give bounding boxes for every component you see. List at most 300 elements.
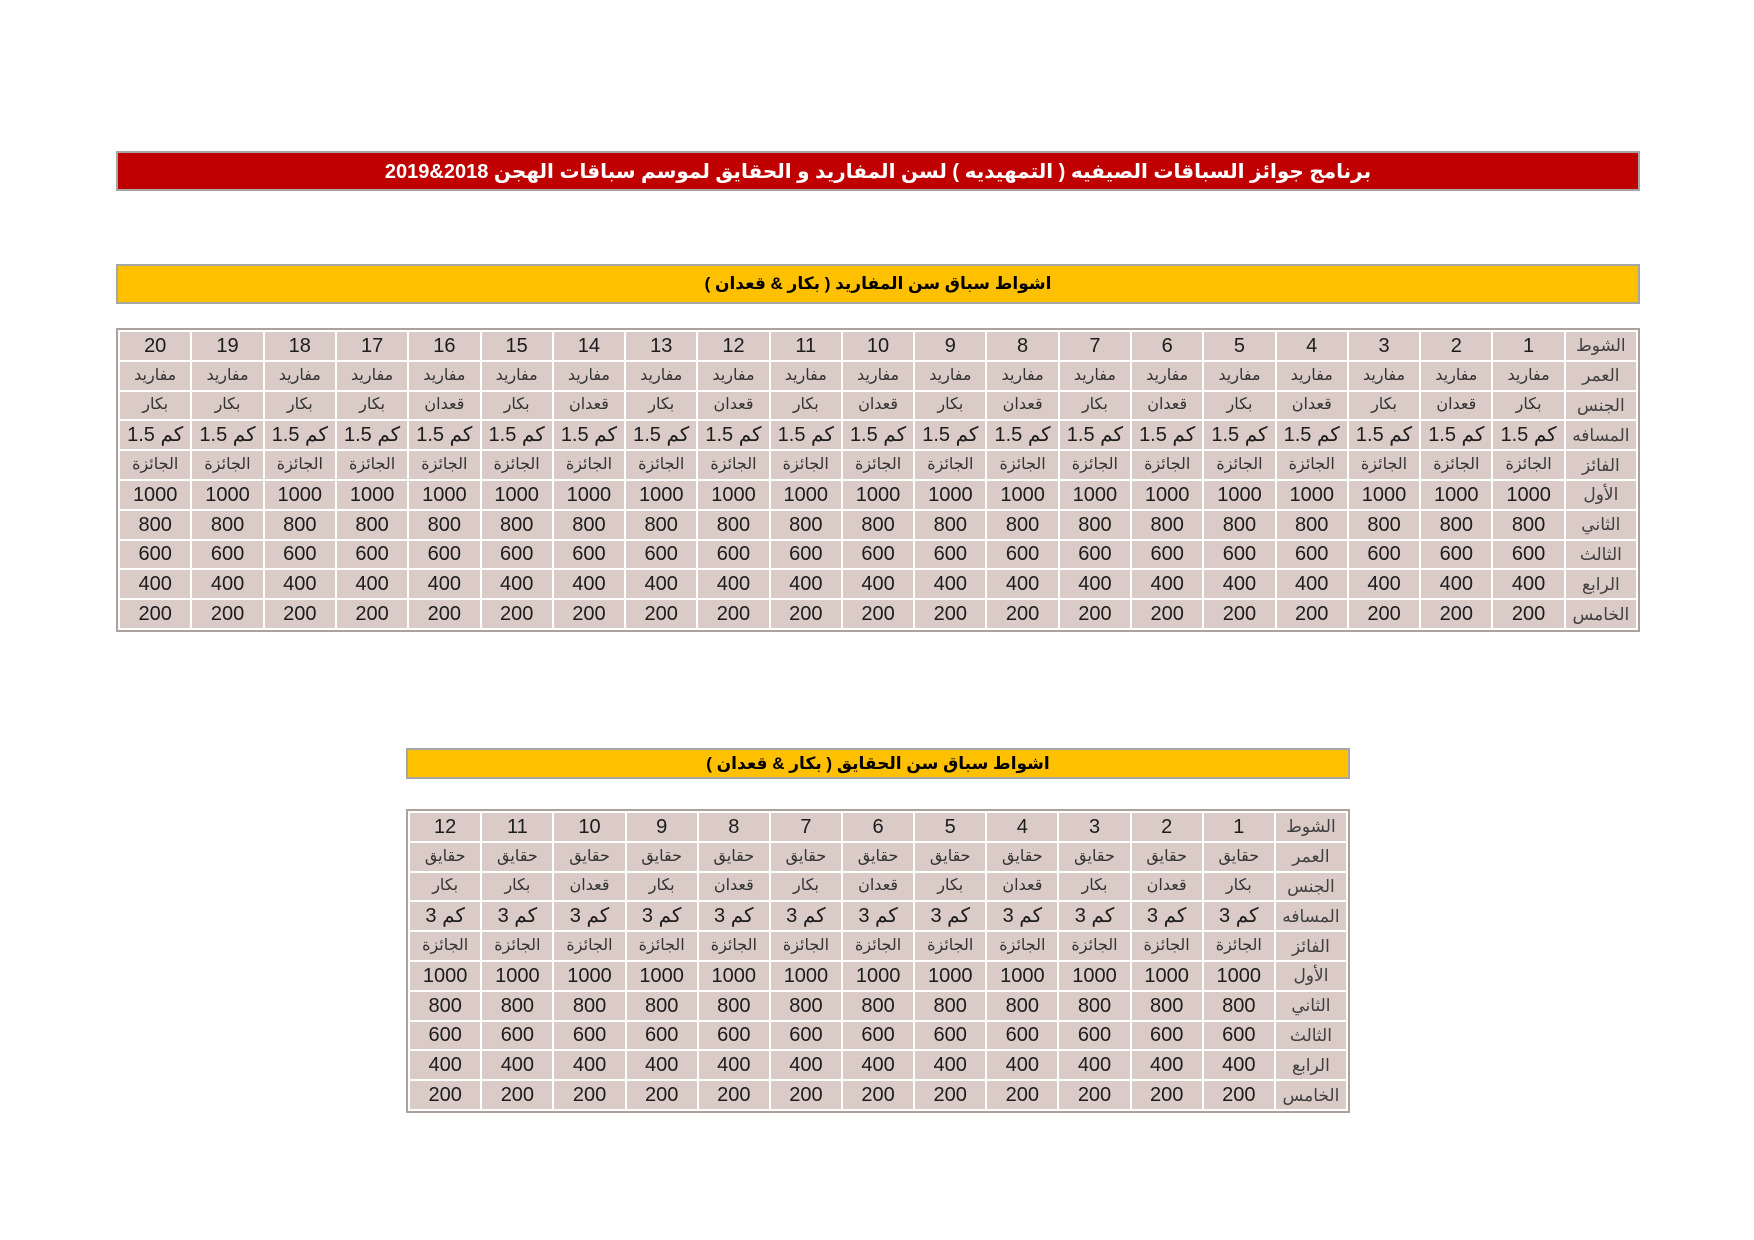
fifth-place-prize-cell-4: 200 <box>987 1081 1057 1109</box>
gender-cell-1: بكار <box>1204 873 1274 901</box>
fourth-place-prize-cell-3: 400 <box>1059 1051 1129 1079</box>
fifth-place-prize-cell-12: 200 <box>698 600 768 628</box>
fifth-place-prize-cell-14: 200 <box>554 600 624 628</box>
fourth-place-prize-row <box>410 1051 1346 1079</box>
age-cell-5: حقايق <box>915 843 985 871</box>
distance-cell-10: 1.5 كم <box>843 421 913 449</box>
age-cell-17: مفاريد <box>337 362 407 390</box>
gender-cell-9: بكار <box>915 392 985 420</box>
gender-cell-6: قعدان <box>1132 392 1202 420</box>
gender-cell-10: قعدان <box>554 873 624 901</box>
distance-cell-3: 3 كم <box>1059 902 1129 930</box>
first-place-prize-cell-8: 1000 <box>987 481 1057 509</box>
prize-type-cell-15: الجائزة <box>482 451 552 479</box>
fifth-place-prize-label: الخامس <box>1276 1081 1346 1109</box>
distance-label: المسافه <box>1276 902 1346 930</box>
third-place-prize-cell-9: 600 <box>915 541 985 569</box>
second-place-prize-cell-2: 800 <box>1421 511 1491 539</box>
distance-cell-16: 1.5 كم <box>409 421 479 449</box>
second-place-prize-cell-3: 800 <box>1349 511 1419 539</box>
fifth-place-prize-cell-20: 200 <box>120 600 190 628</box>
gender-row <box>410 873 1346 901</box>
first-place-prize-cell-12: 1000 <box>698 481 768 509</box>
age-cell-11: حقايق <box>482 843 552 871</box>
prize-type-label: الفائز <box>1566 451 1636 479</box>
fourth-place-prize-cell-8: 400 <box>987 570 1057 598</box>
round-number-cell-17: 17 <box>337 332 407 360</box>
fifth-place-prize-cell-16: 200 <box>409 600 479 628</box>
distance-cell-4: 3 كم <box>987 902 1057 930</box>
first-place-prize-cell-12: 1000 <box>410 962 480 990</box>
round-number-cell-2: 2 <box>1421 332 1491 360</box>
first-place-prize-cell-18: 1000 <box>265 481 335 509</box>
third-place-prize-cell-7: 600 <box>1060 541 1130 569</box>
fifth-place-prize-cell-17: 200 <box>337 600 407 628</box>
gender-cell-4: قعدان <box>987 873 1057 901</box>
fourth-place-prize-cell-17: 400 <box>337 570 407 598</box>
third-place-prize-cell-12: 600 <box>698 541 768 569</box>
first-place-prize-cell-1: 1000 <box>1204 962 1274 990</box>
prize-type-cell-12: الجائزة <box>698 451 768 479</box>
third-place-prize-cell-2: 600 <box>1132 1022 1202 1050</box>
distance-cell-3: 1.5 كم <box>1349 421 1419 449</box>
gender-cell-16: قعدان <box>409 392 479 420</box>
fourth-place-prize-cell-6: 400 <box>1132 570 1202 598</box>
distance-cell-4: 1.5 كم <box>1277 421 1347 449</box>
prize-type-cell-8: الجائزة <box>987 451 1057 479</box>
distance-cell-15: 1.5 كم <box>482 421 552 449</box>
haqayiq-races-table <box>406 809 1350 1113</box>
round-number-row <box>410 813 1346 841</box>
second-place-prize-cell-13: 800 <box>626 511 696 539</box>
age-cell-3: حقايق <box>1059 843 1129 871</box>
distance-cell-7: 1.5 كم <box>1060 421 1130 449</box>
gender-cell-3: بكار <box>1059 873 1129 901</box>
first-place-prize-cell-9: 1000 <box>915 481 985 509</box>
gender-cell-10: قعدان <box>843 392 913 420</box>
fifth-place-prize-cell-10: 200 <box>554 1081 624 1109</box>
gender-cell-8: قعدان <box>987 392 1057 420</box>
gender-cell-5: بكار <box>915 873 985 901</box>
fifth-place-prize-cell-7: 200 <box>771 1081 841 1109</box>
distance-cell-14: 1.5 كم <box>554 421 624 449</box>
age-cell-11: مفاريد <box>771 362 841 390</box>
fourth-place-prize-cell-7: 400 <box>771 1051 841 1079</box>
haqayiq-races-table-body <box>410 813 1346 1109</box>
prize-type-cell-5: الجائزة <box>1204 451 1274 479</box>
round-number-cell-5: 5 <box>915 813 985 841</box>
second-place-prize-cell-4: 800 <box>1277 511 1347 539</box>
round-number-cell-2: 2 <box>1132 813 1202 841</box>
mafarid-section-title: اشواط سباق سن المفاريد ( بكار & قعدان ) <box>704 274 1052 293</box>
distance-cell-1: 1.5 كم <box>1493 421 1563 449</box>
gender-cell-12: قعدان <box>698 392 768 420</box>
distance-cell-6: 3 كم <box>843 902 913 930</box>
fourth-place-prize-cell-12: 400 <box>698 570 768 598</box>
third-place-prize-cell-3: 600 <box>1349 541 1419 569</box>
distance-cell-1: 3 كم <box>1204 902 1274 930</box>
third-place-prize-cell-6: 600 <box>1132 541 1202 569</box>
first-place-prize-label: الأول <box>1276 962 1346 990</box>
third-place-prize-cell-16: 600 <box>409 541 479 569</box>
first-place-prize-cell-17: 1000 <box>337 481 407 509</box>
fourth-place-prize-cell-1: 400 <box>1493 570 1563 598</box>
second-place-prize-cell-7: 800 <box>1060 511 1130 539</box>
distance-label: المسافه <box>1566 421 1636 449</box>
third-place-prize-cell-14: 600 <box>554 541 624 569</box>
age-cell-7: مفاريد <box>1060 362 1130 390</box>
second-place-prize-cell-5: 800 <box>1204 511 1274 539</box>
distance-cell-11: 1.5 كم <box>771 421 841 449</box>
distance-cell-17: 1.5 كم <box>337 421 407 449</box>
first-place-prize-cell-20: 1000 <box>120 481 190 509</box>
age-cell-5: مفاريد <box>1204 362 1274 390</box>
distance-cell-5: 1.5 كم <box>1204 421 1274 449</box>
fifth-place-prize-cell-9: 200 <box>627 1081 697 1109</box>
prize-type-cell-3: الجائزة <box>1349 451 1419 479</box>
mafarid-races-table-body <box>120 332 1636 628</box>
second-place-prize-cell-9: 800 <box>627 992 697 1020</box>
distance-cell-5: 3 كم <box>915 902 985 930</box>
fourth-place-prize-cell-7: 400 <box>1060 570 1130 598</box>
second-place-prize-cell-6: 800 <box>843 992 913 1020</box>
fourth-place-prize-cell-9: 400 <box>627 1051 697 1079</box>
round-number-label: الشوط <box>1566 332 1636 360</box>
prize-type-cell-9: الجائزة <box>627 932 697 960</box>
distance-cell-13: 1.5 كم <box>626 421 696 449</box>
fifth-place-prize-cell-19: 200 <box>192 600 262 628</box>
first-place-prize-cell-16: 1000 <box>409 481 479 509</box>
fifth-place-prize-cell-3: 200 <box>1349 600 1419 628</box>
second-place-prize-cell-2: 800 <box>1132 992 1202 1020</box>
fifth-place-prize-row <box>120 600 1636 628</box>
second-place-prize-row <box>410 992 1346 1020</box>
first-place-prize-cell-13: 1000 <box>626 481 696 509</box>
round-number-cell-3: 3 <box>1059 813 1129 841</box>
second-place-prize-cell-4: 800 <box>987 992 1057 1020</box>
fifth-place-prize-cell-8: 200 <box>987 600 1057 628</box>
distance-cell-9: 1.5 كم <box>915 421 985 449</box>
prize-type-label: الفائز <box>1276 932 1346 960</box>
second-place-prize-cell-10: 800 <box>554 992 624 1020</box>
round-number-cell-11: 11 <box>771 332 841 360</box>
round-number-cell-7: 7 <box>1060 332 1130 360</box>
fifth-place-prize-cell-2: 200 <box>1421 600 1491 628</box>
first-place-prize-cell-7: 1000 <box>771 962 841 990</box>
round-number-cell-5: 5 <box>1204 332 1274 360</box>
round-number-cell-12: 12 <box>410 813 480 841</box>
prize-type-cell-9: الجائزة <box>915 451 985 479</box>
second-place-prize-cell-9: 800 <box>915 511 985 539</box>
round-number-cell-3: 3 <box>1349 332 1419 360</box>
distance-cell-20: 1.5 كم <box>120 421 190 449</box>
distance-row <box>410 902 1346 930</box>
fourth-place-prize-row <box>120 570 1636 598</box>
fifth-place-prize-cell-12: 200 <box>410 1081 480 1109</box>
second-place-prize-row <box>120 511 1636 539</box>
second-place-prize-cell-19: 800 <box>192 511 262 539</box>
fifth-place-prize-cell-13: 200 <box>626 600 696 628</box>
fourth-place-prize-cell-12: 400 <box>410 1051 480 1079</box>
round-number-cell-10: 10 <box>554 813 624 841</box>
prize-type-row <box>410 932 1346 960</box>
gender-cell-2: قعدان <box>1421 392 1491 420</box>
third-place-prize-cell-3: 600 <box>1059 1022 1129 1050</box>
first-place-prize-cell-19: 1000 <box>192 481 262 509</box>
fifth-place-prize-cell-5: 200 <box>1204 600 1274 628</box>
fifth-place-prize-cell-6: 200 <box>1132 600 1202 628</box>
third-place-prize-cell-1: 600 <box>1204 1022 1274 1050</box>
third-place-prize-cell-7: 600 <box>771 1022 841 1050</box>
gender-label: الجنس <box>1276 873 1346 901</box>
fifth-place-prize-cell-15: 200 <box>482 600 552 628</box>
third-place-prize-cell-11: 600 <box>482 1022 552 1050</box>
age-cell-4: حقايق <box>987 843 1057 871</box>
age-cell-13: مفاريد <box>626 362 696 390</box>
first-place-prize-cell-15: 1000 <box>482 481 552 509</box>
gender-cell-11: بكار <box>771 392 841 420</box>
gender-cell-7: بكار <box>771 873 841 901</box>
age-cell-6: حقايق <box>843 843 913 871</box>
third-place-prize-cell-8: 600 <box>699 1022 769 1050</box>
age-label: العمر <box>1566 362 1636 390</box>
haqayiq-section-header <box>406 748 1350 779</box>
third-place-prize-cell-12: 600 <box>410 1022 480 1050</box>
distance-cell-12: 3 كم <box>410 902 480 930</box>
prize-type-cell-11: الجائزة <box>482 932 552 960</box>
age-cell-15: مفاريد <box>482 362 552 390</box>
prize-type-cell-20: الجائزة <box>120 451 190 479</box>
gender-cell-18: بكار <box>265 392 335 420</box>
second-place-prize-cell-8: 800 <box>987 511 1057 539</box>
prize-type-cell-4: الجائزة <box>987 932 1057 960</box>
age-cell-14: مفاريد <box>554 362 624 390</box>
gender-cell-13: بكار <box>626 392 696 420</box>
second-place-prize-cell-12: 800 <box>698 511 768 539</box>
fourth-place-prize-cell-8: 400 <box>699 1051 769 1079</box>
first-place-prize-cell-2: 1000 <box>1421 481 1491 509</box>
round-number-cell-9: 9 <box>627 813 697 841</box>
gender-cell-19: بكار <box>192 392 262 420</box>
first-place-prize-cell-6: 1000 <box>843 962 913 990</box>
distance-cell-8: 3 كم <box>699 902 769 930</box>
fifth-place-prize-cell-11: 200 <box>771 600 841 628</box>
fourth-place-prize-cell-14: 400 <box>554 570 624 598</box>
program-title-banner <box>116 151 1640 191</box>
third-place-prize-cell-10: 600 <box>554 1022 624 1050</box>
distance-cell-9: 3 كم <box>627 902 697 930</box>
fourth-place-prize-cell-19: 400 <box>192 570 262 598</box>
fourth-place-prize-cell-13: 400 <box>626 570 696 598</box>
gender-cell-2: قعدان <box>1132 873 1202 901</box>
fifth-place-prize-cell-9: 200 <box>915 600 985 628</box>
fourth-place-prize-cell-5: 400 <box>1204 570 1274 598</box>
age-cell-10: مفاريد <box>843 362 913 390</box>
first-place-prize-row <box>410 962 1346 990</box>
second-place-prize-cell-20: 800 <box>120 511 190 539</box>
first-place-prize-cell-14: 1000 <box>554 481 624 509</box>
second-place-prize-label: الثاني <box>1276 992 1346 1020</box>
prize-type-cell-10: الجائزة <box>843 451 913 479</box>
fourth-place-prize-cell-4: 400 <box>987 1051 1057 1079</box>
fifth-place-prize-cell-7: 200 <box>1060 600 1130 628</box>
third-place-prize-cell-15: 600 <box>482 541 552 569</box>
third-place-prize-row <box>120 541 1636 569</box>
second-place-prize-cell-7: 800 <box>771 992 841 1020</box>
prize-type-cell-1: الجائزة <box>1493 451 1563 479</box>
distance-cell-2: 3 كم <box>1132 902 1202 930</box>
first-place-prize-cell-1: 1000 <box>1493 481 1563 509</box>
distance-cell-7: 3 كم <box>771 902 841 930</box>
age-row <box>120 362 1636 390</box>
age-cell-8: مفاريد <box>987 362 1057 390</box>
round-number-cell-14: 14 <box>554 332 624 360</box>
prize-type-cell-6: الجائزة <box>843 932 913 960</box>
fourth-place-prize-cell-1: 400 <box>1204 1051 1274 1079</box>
fifth-place-prize-cell-11: 200 <box>482 1081 552 1109</box>
second-place-prize-cell-11: 800 <box>482 992 552 1020</box>
third-place-prize-cell-17: 600 <box>337 541 407 569</box>
round-number-cell-20: 20 <box>120 332 190 360</box>
age-cell-1: مفاريد <box>1493 362 1563 390</box>
prize-type-cell-1: الجائزة <box>1204 932 1274 960</box>
prize-type-cell-10: الجائزة <box>554 932 624 960</box>
age-cell-9: مفاريد <box>915 362 985 390</box>
round-number-cell-16: 16 <box>409 332 479 360</box>
fifth-place-prize-row <box>410 1081 1346 1109</box>
round-number-cell-10: 10 <box>843 332 913 360</box>
third-place-prize-cell-2: 600 <box>1421 541 1491 569</box>
first-place-prize-label: الأول <box>1566 481 1636 509</box>
fifth-place-prize-cell-1: 200 <box>1204 1081 1274 1109</box>
round-number-cell-13: 13 <box>626 332 696 360</box>
prize-type-cell-16: الجائزة <box>409 451 479 479</box>
gender-cell-14: قعدان <box>554 392 624 420</box>
third-place-prize-cell-19: 600 <box>192 541 262 569</box>
third-place-prize-label: الثالث <box>1276 1022 1346 1050</box>
first-place-prize-cell-3: 1000 <box>1059 962 1129 990</box>
round-number-cell-11: 11 <box>482 813 552 841</box>
round-number-cell-4: 4 <box>987 813 1057 841</box>
first-place-prize-cell-10: 1000 <box>554 962 624 990</box>
distance-cell-12: 1.5 كم <box>698 421 768 449</box>
fourth-place-prize-cell-5: 400 <box>915 1051 985 1079</box>
gender-cell-20: بكار <box>120 392 190 420</box>
distance-cell-6: 1.5 كم <box>1132 421 1202 449</box>
fourth-place-prize-cell-9: 400 <box>915 570 985 598</box>
fourth-place-prize-cell-11: 400 <box>482 1051 552 1079</box>
program-title: برنامج جوائز السباقات الصيفيه ( التمهيديه ) لسن المفاريد و الحقايق لموسم سباقات الهجن 2018&2019 <box>384 160 1372 183</box>
gender-label: الجنس <box>1566 392 1636 420</box>
age-label: العمر <box>1276 843 1346 871</box>
gender-cell-6: قعدان <box>843 873 913 901</box>
fifth-place-prize-cell-1: 200 <box>1493 600 1563 628</box>
round-number-cell-18: 18 <box>265 332 335 360</box>
gender-row <box>120 392 1636 420</box>
fourth-place-prize-label: الرابع <box>1276 1051 1346 1079</box>
third-place-prize-cell-18: 600 <box>265 541 335 569</box>
round-number-cell-1: 1 <box>1493 332 1563 360</box>
second-place-prize-cell-6: 800 <box>1132 511 1202 539</box>
fourth-place-prize-cell-15: 400 <box>482 570 552 598</box>
fourth-place-prize-cell-6: 400 <box>843 1051 913 1079</box>
second-place-prize-cell-5: 800 <box>915 992 985 1020</box>
prize-type-cell-17: الجائزة <box>337 451 407 479</box>
distance-row <box>120 421 1636 449</box>
third-place-prize-cell-10: 600 <box>843 541 913 569</box>
second-place-prize-cell-18: 800 <box>265 511 335 539</box>
fourth-place-prize-cell-10: 400 <box>554 1051 624 1079</box>
age-cell-4: مفاريد <box>1277 362 1347 390</box>
age-cell-16: مفاريد <box>409 362 479 390</box>
gender-cell-8: قعدان <box>699 873 769 901</box>
round-number-label: الشوط <box>1276 813 1346 841</box>
gender-cell-17: بكار <box>337 392 407 420</box>
second-place-prize-cell-16: 800 <box>409 511 479 539</box>
prize-type-cell-12: الجائزة <box>410 932 480 960</box>
fifth-place-prize-cell-10: 200 <box>843 600 913 628</box>
first-place-prize-cell-7: 1000 <box>1060 481 1130 509</box>
first-place-prize-cell-8: 1000 <box>699 962 769 990</box>
third-place-prize-cell-4: 600 <box>1277 541 1347 569</box>
round-number-cell-1: 1 <box>1204 813 1274 841</box>
fifth-place-prize-cell-3: 200 <box>1059 1081 1129 1109</box>
prize-type-cell-3: الجائزة <box>1059 932 1129 960</box>
third-place-prize-cell-4: 600 <box>987 1022 1057 1050</box>
fourth-place-prize-cell-10: 400 <box>843 570 913 598</box>
prize-type-cell-13: الجائزة <box>626 451 696 479</box>
fourth-place-prize-cell-16: 400 <box>409 570 479 598</box>
gender-cell-12: بكار <box>410 873 480 901</box>
fourth-place-prize-label: الرابع <box>1566 570 1636 598</box>
round-number-cell-8: 8 <box>987 332 1057 360</box>
distance-cell-18: 1.5 كم <box>265 421 335 449</box>
third-place-prize-cell-6: 600 <box>843 1022 913 1050</box>
mafarid-section-header <box>116 264 1640 304</box>
distance-cell-11: 3 كم <box>482 902 552 930</box>
prize-type-cell-5: الجائزة <box>915 932 985 960</box>
age-cell-1: حقايق <box>1204 843 1274 871</box>
first-place-prize-cell-10: 1000 <box>843 481 913 509</box>
second-place-prize-cell-8: 800 <box>699 992 769 1020</box>
prize-type-cell-2: الجائزة <box>1132 932 1202 960</box>
second-place-prize-label: الثاني <box>1566 511 1636 539</box>
gender-cell-5: بكار <box>1204 392 1274 420</box>
fourth-place-prize-cell-3: 400 <box>1349 570 1419 598</box>
prize-type-cell-8: الجائزة <box>699 932 769 960</box>
first-place-prize-cell-2: 1000 <box>1132 962 1202 990</box>
second-place-prize-cell-1: 800 <box>1204 992 1274 1020</box>
round-number-cell-19: 19 <box>192 332 262 360</box>
fifth-place-prize-cell-6: 200 <box>843 1081 913 1109</box>
gender-cell-3: بكار <box>1349 392 1419 420</box>
fifth-place-prize-cell-18: 200 <box>265 600 335 628</box>
first-place-prize-cell-4: 1000 <box>987 962 1057 990</box>
fourth-place-prize-cell-11: 400 <box>771 570 841 598</box>
fourth-place-prize-cell-2: 400 <box>1132 1051 1202 1079</box>
prize-type-cell-14: الجائزة <box>554 451 624 479</box>
fifth-place-prize-cell-4: 200 <box>1277 600 1347 628</box>
age-cell-6: مفاريد <box>1132 362 1202 390</box>
fourth-place-prize-cell-20: 400 <box>120 570 190 598</box>
prize-type-row <box>120 451 1636 479</box>
round-number-cell-9: 9 <box>915 332 985 360</box>
round-number-cell-15: 15 <box>482 332 552 360</box>
prize-type-cell-18: الجائزة <box>265 451 335 479</box>
distance-cell-19: 1.5 كم <box>192 421 262 449</box>
age-cell-12: مفاريد <box>698 362 768 390</box>
age-cell-9: حقايق <box>627 843 697 871</box>
